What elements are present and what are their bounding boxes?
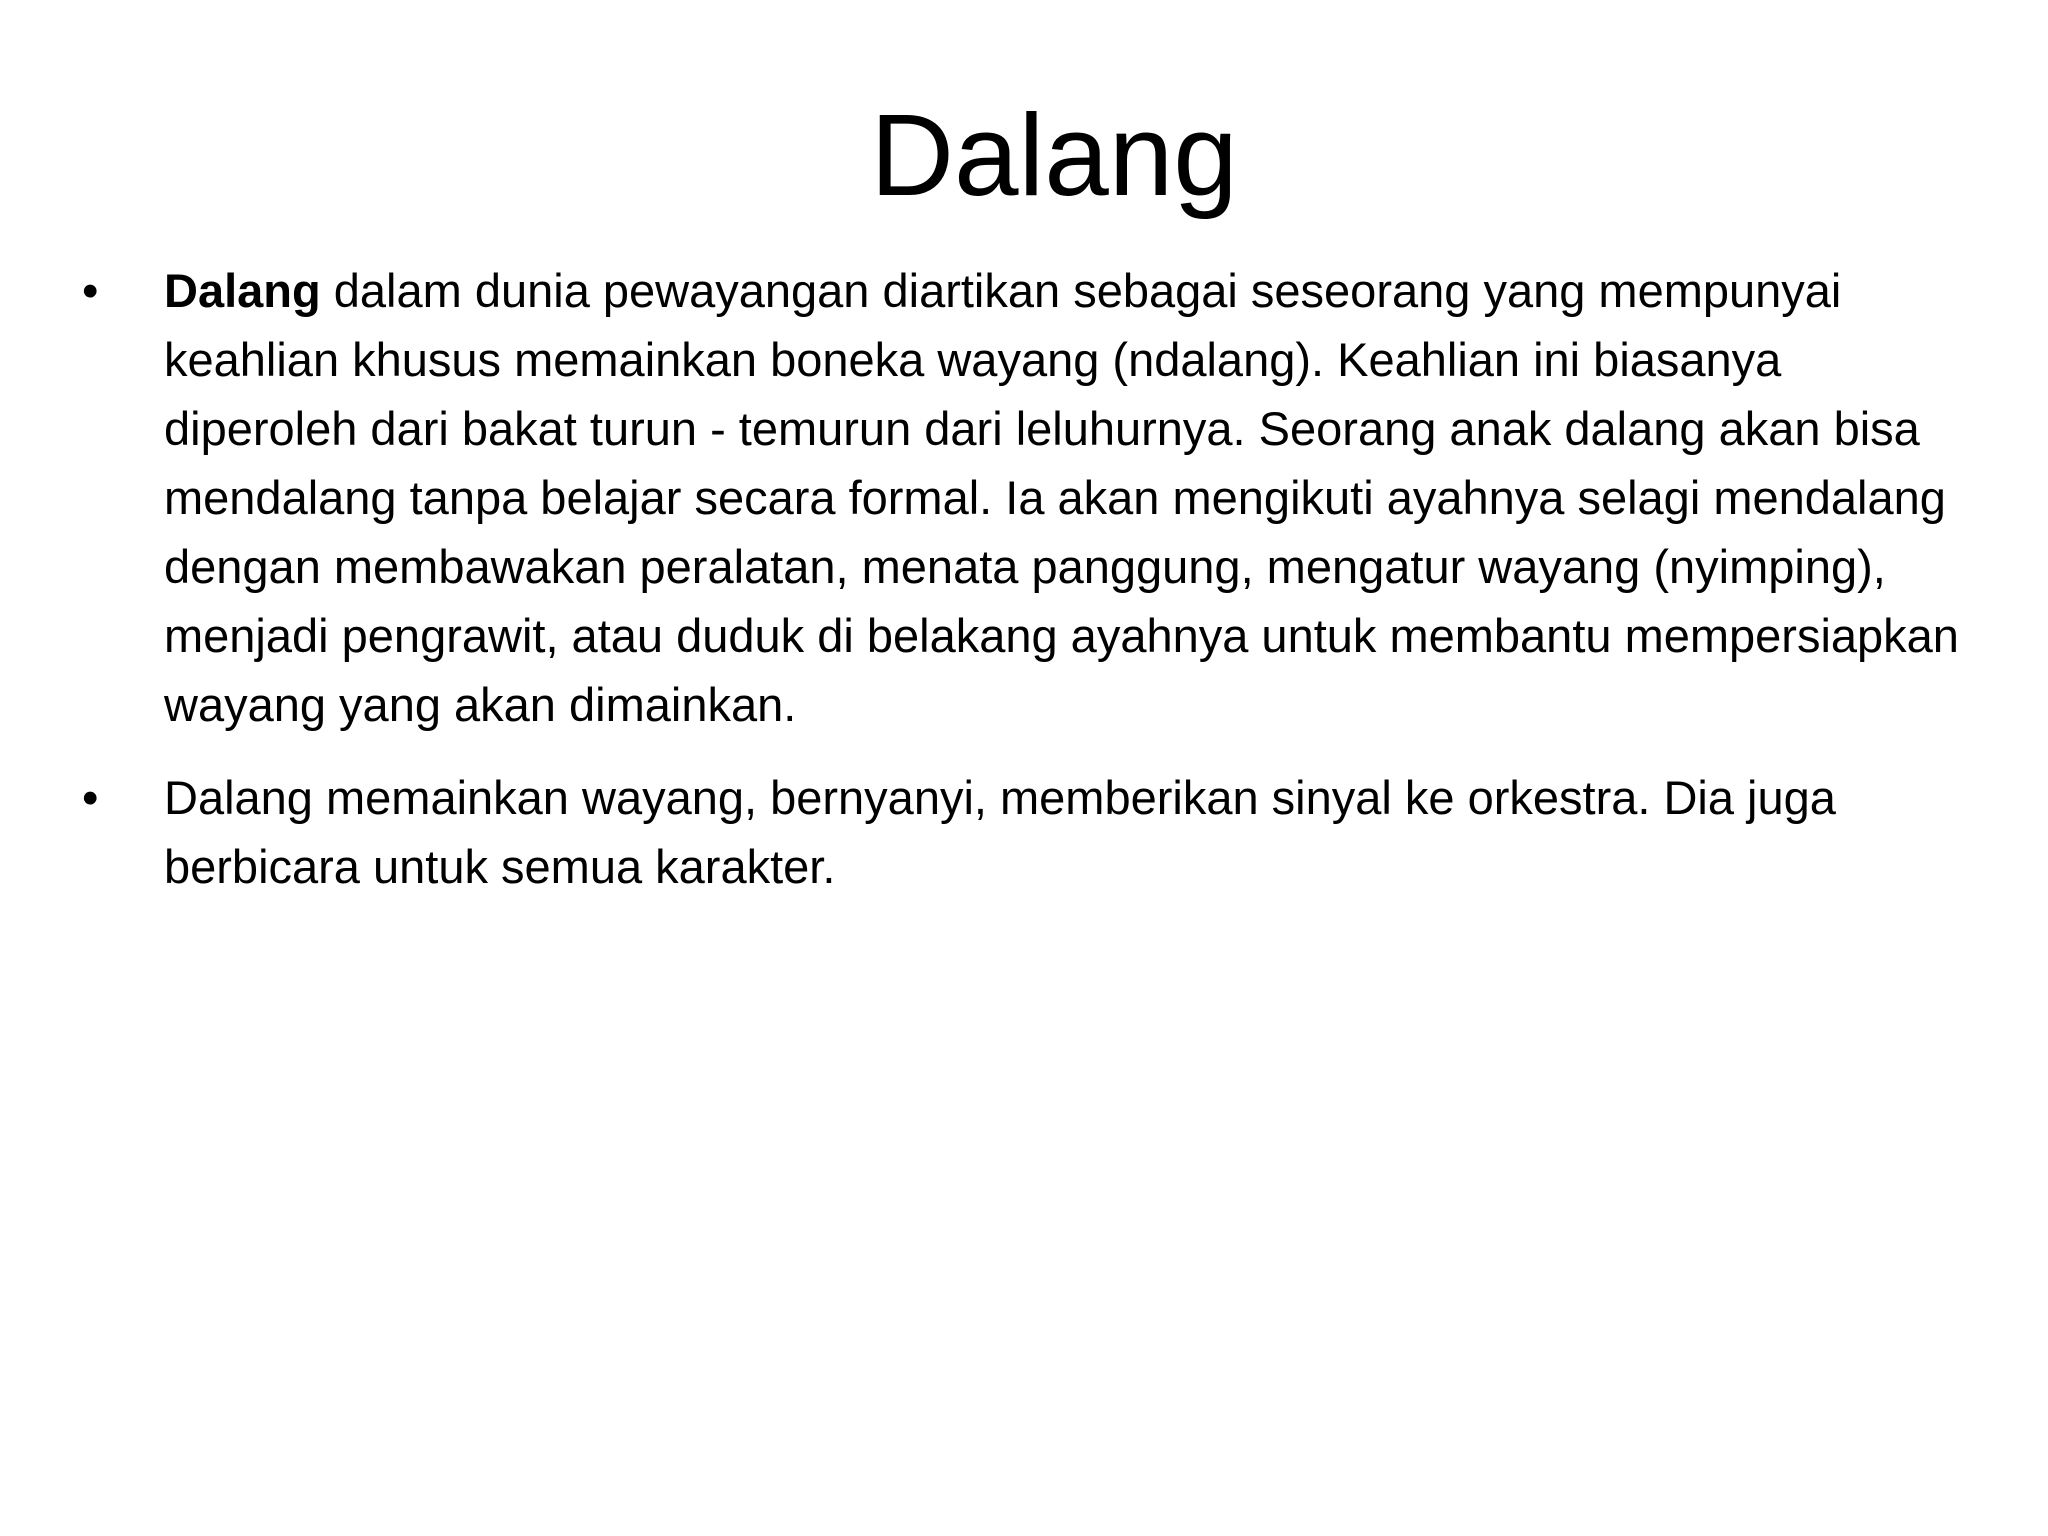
bullet-bold-term: Dalang: [164, 264, 321, 317]
bullet-text: [164, 264, 1959, 731]
bullet-body: Dalang memainkan wayang, bernyanyi, memberikan sinyal ke orkestra. Dia juga berbicara untuk semua karakter.: [164, 771, 1836, 893]
bullet-text: [164, 771, 1836, 893]
bullet-body: dalam dunia pewayangan diartikan sebagai seseorang yang mempunyai keahlian khusus memainkan boneka wayang (ndalang). Keahlian ini biasanya diperoleh dari bakat turun - temurun dari leluhurnya. Seorang anak dalang akan bisa mendalang tanpa belajar secara formal. Ia akan mengikuti ayahnya selagi mendalang dengan membawakan peralatan, menata panggung, mengatur wayang (nyimping), menjadi pengrawit, atau duduk di belakang ayahnya untuk membantu mempersiapkan wayang yang akan dimainkan.: [164, 264, 1959, 731]
bullet-item-2: [82, 763, 1962, 901]
bullet-icon: •: [82, 771, 99, 824]
bullet-list: [82, 256, 1962, 925]
slide-title: Dalang: [870, 90, 1238, 220]
bullet-icon: •: [82, 264, 99, 317]
bullet-item-1: [82, 256, 1962, 739]
